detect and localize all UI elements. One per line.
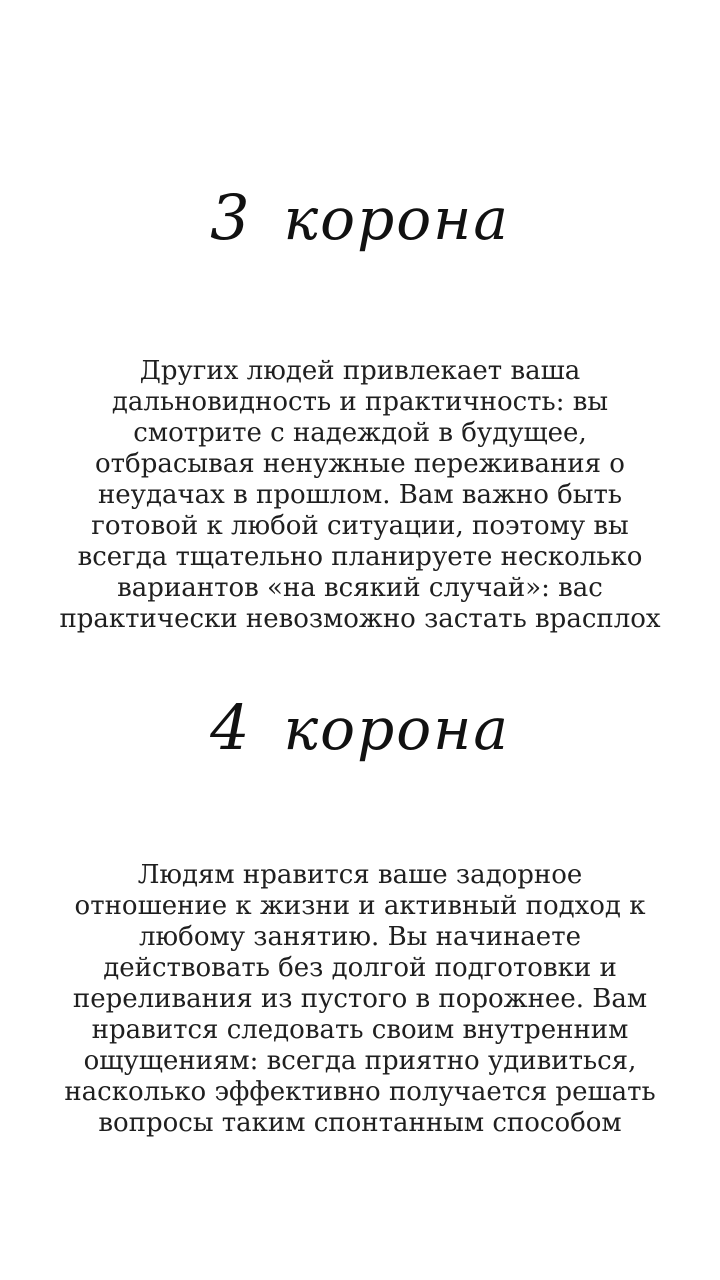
section-text-4: Людям нравится ваше задорное отношение к жизни и активный подход к любому занятию. Вы начинаете действовать без долгой подготовки и переливания из пустого в порожнее. Вам нравится следовать своим внутренним ощущениям: всегда приятно удивиться, насколько эффективно получается решать вопросы таким спонтанным способом xyxy=(64,860,656,1138)
heading-word: корона xyxy=(283,695,510,763)
section-heading-4 xyxy=(0,688,720,769)
heading-number: 3 xyxy=(210,181,252,254)
heading-word: корона xyxy=(283,185,510,253)
section-heading-3 xyxy=(0,178,720,259)
heading-number: 4 xyxy=(210,691,252,764)
section-text-3: Других людей привлекает ваша дальновидность и практичность: вы смотрите с надеждой в будущее, отбрасывая ненужные переживания о неудачах в прошлом. Вам важно быть готовой к любой ситуации, поэтому вы всегда тщательно планируете несколько вариантов «на всякий случай»: вас практически невозможно застать врасплох xyxy=(59,356,661,634)
